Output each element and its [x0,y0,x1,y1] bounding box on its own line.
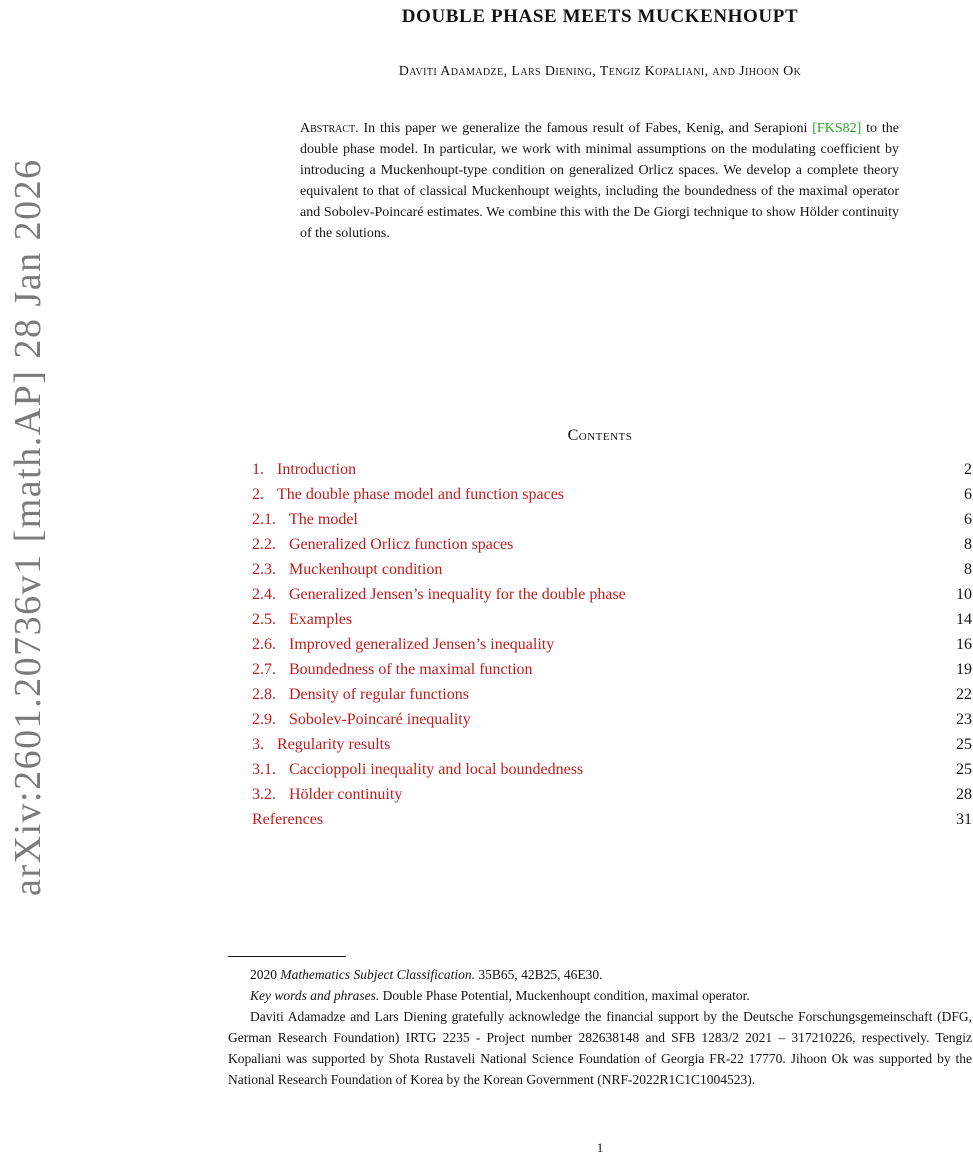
toc-entry [252,636,972,661]
toc-entry [252,736,972,761]
toc-entry [252,611,972,636]
keywords-value: Double Phase Potential, Muckenhoupt condition, maximal operator. [379,988,750,1003]
page-number: 1 [596,1140,604,1155]
toc-entry-page: 25 [956,761,972,778]
msc-year: 2020 [250,967,281,982]
toc-entry [252,461,972,486]
toc-entry-page: 14 [956,611,972,628]
toc-entry-title: References [252,811,324,828]
toc-entry-page: 10 [956,586,972,603]
abstract-text-after-citation: to the double phase model. In particular, we work with minimal assumptions on the modulating coefficient by introducing a Muckenhoupt-type condition on generalized Orlicz spaces. We develop a complete theory equivalent to that of classical Muckenhoupt weights, including the boundedness of the maximal operator and Sobolev-Poincaré estimates. We combine this with the De Giorgi technique to show Hölder continuity of the solutions. [300,121,899,241]
toc-entry-page: 25 [956,736,972,753]
toc-entry-title: Introduction [277,461,357,478]
toc-entry-page: 2 [964,461,972,478]
toc-entry-title: Regularity results [277,736,391,753]
toc-entry [252,661,972,686]
toc-entry-number: 2.6. [252,636,276,653]
msc-label: Mathematics Subject Classification. [280,967,475,982]
table-of-contents [228,461,972,836]
toc-entry-title: Density of regular functions [289,686,469,703]
toc-entry [252,511,972,536]
toc-entry-number: 2.9. [252,711,276,728]
toc-entry-number: 2. [252,486,264,503]
toc-entry [252,786,972,811]
toc-entry-page: 23 [956,711,972,728]
toc-entry-title: Generalized Orlicz function spaces [289,536,514,553]
toc-link-boundedness-maximal-function[interactable] [252,661,533,679]
toc-entry-number: 2.3. [252,561,276,578]
arxiv-watermark [6,96,50,896]
keywords-label: Key words and phrases. [250,988,380,1003]
footnote-acknowledgment: Daviti Adamadze and Lars Diening gratefully acknowledge the financial support by the Deutsche Forschungsgemeinschaft (DFG, German Research Foundation) IRTG 2235 - Project number 282638148 and SFB 1283/2 2021 – 317210226, respectively. Tengiz Kopaliani was supported by Shota Rustaveli National Science Foundation of Georgia FR-22 17770. Jihoon Ok was supported by the National Research Foundation of Korea by the Korean Government (NRF-2022R1C1C1004523). [228,1009,972,1087]
toc-entry [252,761,972,786]
toc-link-holder-continuity[interactable] [252,786,402,804]
toc-entry-title: Examples [289,611,353,628]
toc-entry-number: 3. [252,736,264,753]
contents-heading: Contents [567,427,633,444]
toc-entry-title: Improved generalized Jensen’s inequality [289,636,555,653]
toc-link-examples[interactable] [252,611,352,629]
footnote-keywords [228,985,972,1006]
toc-entry [252,811,972,836]
toc-entry [252,586,972,611]
toc-entry-number: 2.4. [252,586,276,603]
toc-entry-number: 3.2. [252,786,276,803]
toc-link-caccioppoli-inequality[interactable] [252,761,583,779]
toc-entry [252,561,972,586]
toc-entry-title: Sobolev-Poincaré inequality [289,711,471,728]
toc-entry [252,486,972,511]
toc-link-double-phase-model[interactable] [252,486,564,504]
toc-link-regularity-results[interactable] [252,736,390,754]
toc-link-introduction[interactable] [252,461,356,479]
footnotes-block [228,956,972,1090]
toc-entry-page: 6 [964,511,972,528]
toc-entry-title: The double phase model and function spaces [277,486,565,503]
toc-entry-number: 2.2. [252,536,276,553]
msc-codes: 35B65, 42B25, 46E30. [474,967,603,982]
toc-entry-page: 6 [964,486,972,503]
toc-entry-title: Hölder continuity [289,786,403,803]
toc-link-density-regular-functions[interactable] [252,686,469,704]
arxiv-watermark-text: arXiv:2601.20736v1 [math.AP] 28 Jan 2026 [7,158,49,896]
abstract [300,118,899,244]
abstract-text-before-citation: In this paper we generalize the famous result of Fabes, Kenig, and Serapioni [358,121,813,136]
toc-link-generalized-orlicz-spaces[interactable] [252,536,513,554]
toc-entry-page: 22 [956,686,972,703]
footnote-rule [228,956,346,957]
toc-link-references[interactable] [252,811,323,829]
toc-entry-page: 8 [964,536,972,553]
toc-entry-number: 2.5. [252,611,276,628]
toc-entry-number: 2.8. [252,686,276,703]
toc-entry-number: 3.1. [252,761,276,778]
citation-link-fks82[interactable]: [FKS82] [812,121,862,136]
toc-entry [252,536,972,561]
toc-entry-page: 8 [964,561,972,578]
toc-entry-page: 16 [956,636,972,653]
toc-entry-page: 28 [956,786,972,803]
paper-title: DOUBLE PHASE MEETS MUCKENHOUPT [401,6,799,27]
toc-link-generalized-jensen-inequality[interactable] [252,586,626,604]
toc-entry-page: 31 [956,811,972,828]
toc-link-muckenhoupt-condition[interactable] [252,561,442,579]
toc-link-the-model[interactable] [252,511,358,529]
toc-entry [252,686,972,711]
toc-entry [252,711,972,736]
toc-entry-page: 19 [956,661,972,678]
abstract-label: Abstract. [300,121,359,136]
toc-entry-number: 2.7. [252,661,276,678]
toc-entry-title: The model [289,511,358,528]
toc-link-improved-jensen-inequality[interactable] [252,636,554,654]
toc-entry-number: 2.1. [252,511,276,528]
toc-entry-title: Generalized Jensen’s inequality for the double phase [289,586,626,603]
toc-entry-title: Muckenhoupt condition [289,561,443,578]
toc-entry-number: 1. [252,461,264,478]
paper-content [228,0,972,836]
toc-entry-title: Caccioppoli inequality and local boundedness [289,761,584,778]
toc-link-sobolev-poincare-inequality[interactable] [252,711,471,729]
footnote-msc [228,964,972,985]
authors-line: Daviti Adamadze, Lars Diening, Tengiz Kopaliani, and Jihoon Ok [398,64,802,79]
toc-entry-title: Boundedness of the maximal function [289,661,533,678]
